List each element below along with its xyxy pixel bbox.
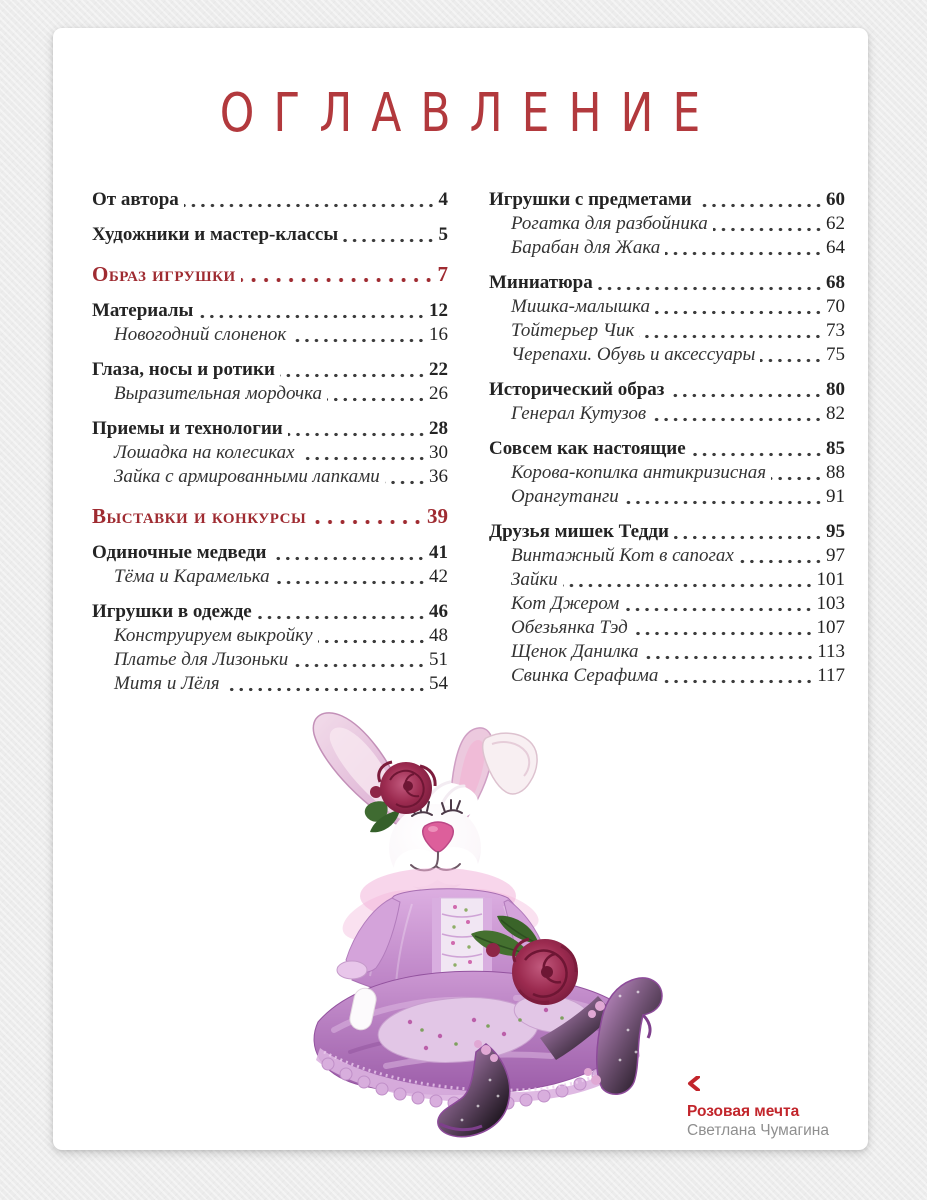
- dot-leader: [665, 251, 823, 256]
- toc-entry-page: 75: [826, 344, 845, 365]
- toc-entry-label: От автора: [92, 189, 179, 210]
- toc-entry-page: 97: [826, 545, 845, 566]
- toc-entry-row: [92, 223, 448, 247]
- dot-leader: [275, 580, 426, 585]
- toc-entry-label: Тёма и Карамелька: [114, 566, 270, 587]
- toc-entry-page: 113: [817, 641, 845, 662]
- toc-entry-label: Генерал Кутузов: [511, 403, 647, 424]
- toc-entry-page: 4: [438, 189, 448, 210]
- toc-entry-row: [489, 437, 845, 461]
- toc-entry-label: Материалы: [92, 300, 194, 321]
- dot-leader: [760, 358, 823, 363]
- dot-leader: [563, 583, 814, 588]
- toc-entry-row: [489, 343, 845, 367]
- dot-leader: [288, 432, 426, 437]
- toc-entry-page: 64: [826, 237, 845, 258]
- dot-leader: [663, 679, 814, 684]
- toc-entry-label: Художники и мастер-классы: [92, 224, 339, 245]
- toc-entry-row: [489, 568, 845, 592]
- toc-entry-page: 51: [429, 649, 448, 670]
- toc-entry-label: Зайка с армированными лапками: [114, 466, 380, 487]
- toc-entry-row: [489, 236, 845, 260]
- toc-entry-row: [92, 417, 448, 441]
- toc-entry-page: 62: [826, 213, 845, 234]
- toc-entry-row: [489, 378, 845, 402]
- caption-title: Розовая мечта: [687, 1103, 800, 1120]
- dot-leader: [598, 286, 823, 291]
- toc-entry-label: Игрушки с предметами: [489, 189, 692, 210]
- toc-entry-row: [489, 295, 845, 319]
- toc-part-row: [92, 503, 448, 530]
- page-title: ОГЛАВЛЕНИЕ: [219, 82, 720, 145]
- dot-leader: [271, 556, 426, 561]
- toc-entry-row: [92, 323, 448, 347]
- toc-entry-page: 46: [429, 601, 448, 622]
- toc-entry-row: [489, 520, 845, 544]
- toc-entry-page: 101: [816, 569, 845, 590]
- chevron-left-icon: [687, 1076, 700, 1091]
- toc-entry-label: Тойтерьер Чик: [511, 320, 635, 341]
- toc-entry-label: Образ игрушки: [92, 262, 236, 286]
- caption-author: Светлана Чумагина: [687, 1122, 829, 1139]
- dot-leader: [257, 615, 426, 620]
- dot-leader: [291, 338, 426, 343]
- toc-entry-row: [489, 212, 845, 236]
- toc-entry-row: [489, 271, 845, 295]
- toc-entry-label: Щенок Данилка: [511, 641, 639, 662]
- toc-entry-row: [489, 402, 845, 426]
- toc-entry-page: 54: [429, 673, 448, 694]
- toc-entry-page: 12: [429, 300, 448, 321]
- toc-entry-page: 85: [826, 438, 845, 459]
- toc-entry-page: 28: [429, 418, 448, 439]
- toc-entry-row: [489, 664, 845, 688]
- toc-entry-page: 80: [826, 379, 845, 400]
- toc-column-right: [489, 188, 845, 696]
- dot-leader: [651, 417, 823, 422]
- toc-entry-page: 60: [826, 189, 845, 210]
- toc-entry-page: 22: [429, 359, 448, 380]
- photo-caption: [687, 1076, 862, 1140]
- dot-leader: [639, 334, 823, 339]
- toc-entry-row: [92, 465, 448, 489]
- toc-entry-label: Платье для Лизоньки: [114, 649, 289, 670]
- dot-leader: [300, 456, 426, 461]
- toc-entry-row: [92, 441, 448, 465]
- dot-leader: [655, 310, 823, 315]
- dot-leader: [713, 227, 823, 232]
- dot-leader: [385, 480, 426, 485]
- toc-entry-label: Исторический образ: [489, 379, 665, 400]
- toc-entry-page: 91: [826, 486, 845, 507]
- toc-entry-page: 5: [438, 224, 448, 245]
- toc-entry-label: Выставки и конкурсы: [92, 504, 307, 528]
- toc-entry-label: Орангутанги: [511, 486, 619, 507]
- toc-entry-label: Обезьянка Тэд: [511, 617, 628, 638]
- toc-column-left: [92, 188, 448, 696]
- toc-entry-label: Друзья мишек Тедди: [489, 521, 669, 542]
- toc-entry-label: Барабан для Жака: [511, 237, 661, 258]
- toc-entry-row: [489, 616, 845, 640]
- dot-leader: [198, 314, 426, 319]
- toc-entry-label: Корова-копилка антикризисная: [511, 462, 767, 483]
- table-of-contents: [92, 188, 845, 696]
- toc-entry-row: [489, 485, 845, 509]
- toc-entry-row: [92, 299, 448, 323]
- toc-entry-page: 36: [429, 466, 448, 487]
- dot-leader: [225, 687, 426, 692]
- dot-leader: [318, 639, 427, 644]
- toc-entry-row: [92, 565, 448, 589]
- toc-entry-page: 95: [826, 521, 845, 542]
- toc-entry-page: 117: [817, 665, 845, 686]
- toc-entry-label: Митя и Лёля: [114, 673, 220, 694]
- rabbit-toy-illustration: [290, 700, 710, 1140]
- dot-leader: [293, 663, 426, 668]
- toc-entry-page: 48: [429, 625, 448, 646]
- dot-leader: [669, 393, 823, 398]
- toc-entry-label: Винтажный Кот в сапогах: [511, 545, 734, 566]
- toc-entry-row: [489, 319, 845, 343]
- toc-entry-label: Совсем как настоящие: [489, 438, 686, 459]
- dot-leader: [771, 476, 823, 481]
- toc-entry-page: 26: [429, 383, 448, 404]
- toc-entry-page: 73: [826, 320, 845, 341]
- toc-entry-row: [489, 592, 845, 616]
- toc-entry-label: Одиночные медведи: [92, 542, 267, 563]
- dot-leader: [327, 397, 426, 402]
- dot-leader: [343, 238, 435, 243]
- toc-entry-page: 39: [427, 504, 448, 528]
- toc-entry-label: Рогатка для разбойника: [511, 213, 708, 234]
- dot-leader: [624, 607, 813, 612]
- toc-entry-row: [92, 624, 448, 648]
- dot-leader: [624, 500, 823, 505]
- dot-leader: [241, 277, 435, 283]
- toc-entry-page: 70: [826, 296, 845, 317]
- toc-entry-page: 16: [429, 324, 448, 345]
- toc-entry-label: Новогодний слоненок: [114, 324, 287, 345]
- toc-entry-label: Черепахи. Обувь и аксессуары: [511, 344, 756, 365]
- toc-entry-row: [489, 640, 845, 664]
- dot-leader: [184, 203, 436, 208]
- toc-entry-label: Игрушки в одежде: [92, 601, 252, 622]
- dot-leader: [674, 535, 823, 540]
- toc-entry-row: [489, 461, 845, 485]
- toc-entry-page: 7: [437, 262, 448, 286]
- toc-entry-label: Мишка-малышка: [511, 296, 650, 317]
- toc-entry-row: [489, 544, 845, 568]
- toc-entry-row: [489, 188, 845, 212]
- dot-leader: [691, 452, 823, 457]
- toc-entry-row: [92, 382, 448, 406]
- toc-entry-page: 88: [826, 462, 845, 483]
- toc-entry-row: [92, 648, 448, 672]
- toc-entry-label: Глаза, носы и ротики: [92, 359, 275, 380]
- dot-leader: [644, 655, 815, 660]
- toc-entry-row: [92, 600, 448, 624]
- toc-entry-page: 41: [429, 542, 448, 563]
- toc-entry-label: Свинка Серафима: [511, 665, 659, 686]
- book-page: [53, 28, 868, 1150]
- dot-leader: [280, 373, 426, 378]
- toc-entry-page: 107: [816, 617, 845, 638]
- toc-entry-label: Миниатюра: [489, 272, 593, 293]
- toc-entry-page: 103: [816, 593, 845, 614]
- toc-entry-page: 68: [826, 272, 845, 293]
- toc-part-row: [92, 261, 448, 288]
- toc-entry-label: Конструируем выкройку: [114, 625, 313, 646]
- dot-leader: [311, 519, 424, 525]
- toc-entry-row: [92, 541, 448, 565]
- toc-entry-label: Выразительная мордочка: [114, 383, 322, 404]
- toc-entry-row: [92, 358, 448, 382]
- dot-leader: [739, 559, 823, 564]
- toc-entry-label: Кот Джером: [511, 593, 620, 614]
- figure-area: [290, 700, 710, 1140]
- toc-entry-label: Зайки: [511, 569, 558, 590]
- toc-entry-row: [92, 188, 448, 212]
- toc-entry-page: 30: [429, 442, 448, 463]
- toc-entry-label: Приемы и технологии: [92, 418, 283, 439]
- toc-entry-page: 82: [826, 403, 845, 424]
- toc-entry-label: Лошадка на колесиках: [114, 442, 295, 463]
- dot-leader: [633, 631, 814, 636]
- toc-entry-row: [92, 672, 448, 696]
- toc-entry-page: 42: [429, 566, 448, 587]
- dot-leader: [697, 203, 823, 208]
